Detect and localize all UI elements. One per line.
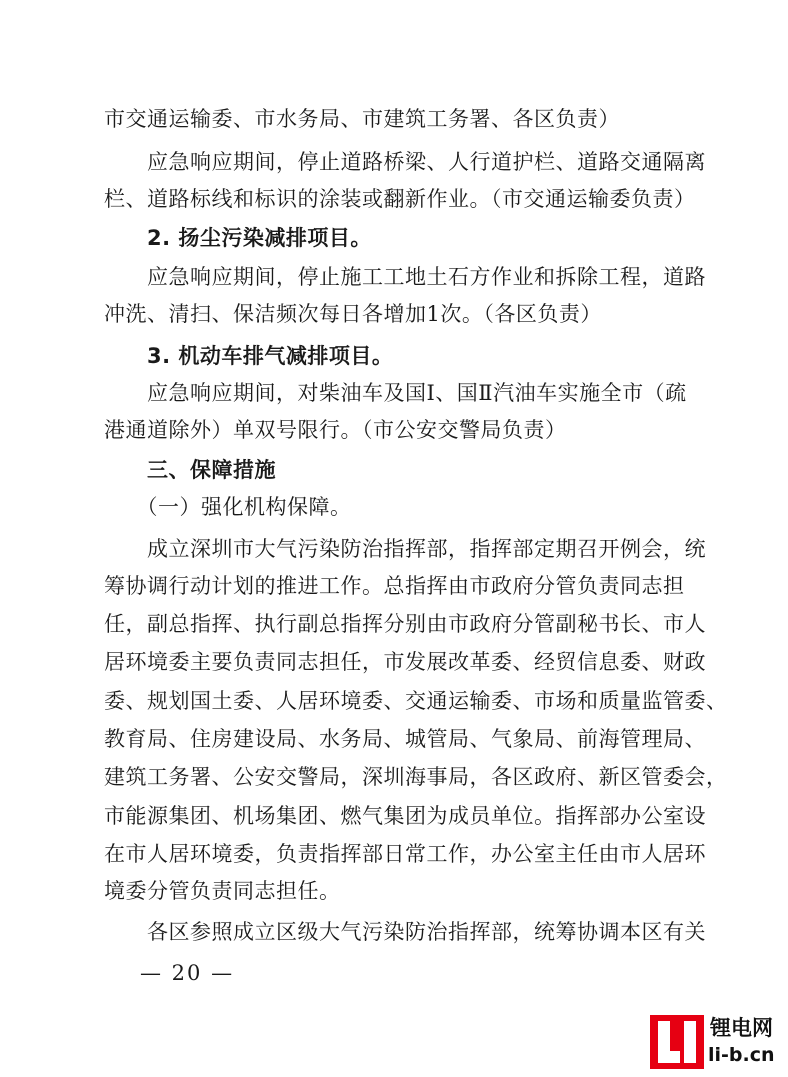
body-text-line: 建筑工务署、公安交警局，深圳海事局，各区政府、新区管委会， [104,765,728,789]
body-text-line: 市交通运输委、市水务局、市建筑工务署、各区负责） [104,107,620,131]
watermark-logo [650,1013,782,1071]
watermark-name-en: li-b.cn [708,1044,775,1066]
body-text-line: 应急响应期间，对柴油车及国Ⅰ、国Ⅱ汽油车实施全市（疏 [104,381,687,405]
page-number: — 20 — [140,961,235,985]
body-text-line: 市能源集团、机场集团、燃气集团为成员单位。指挥部办公室设 [104,804,706,828]
body-text-line: 港通道除外）单双号限行。（市公安交警局负责） [104,418,567,442]
section-subheading: 3. 机动车排气减排项目。 [104,344,394,368]
section-subheading: 2. 扬尘污染减排项目。 [104,226,372,250]
body-text-line: 应急响应期间，停止施工工地土石方作业和拆除工程，道路 [104,265,706,289]
body-text-line: 筹协调行动计划的推进工作。总指挥由市政府分管负责同志担 [104,574,685,598]
body-text-line: 栏、道路标线和标识的涂装或翻新作业。（市交通运输委负责） [104,187,696,211]
watermark-name-cn: 锂电网 [710,1016,773,1040]
body-text-line: 境委分管负责同志担任。 [104,879,341,903]
body-text-line: 任，副总指挥、执行副总指挥分别由市政府分管副秘书长、市人 [104,612,706,636]
body-text-line: 在市人居环境委，负责指挥部日常工作，办公室主任由市人居环 [104,842,706,866]
body-text-line: 冲洗、清扫、保洁频次每日各增加1次。（各区负责） [104,302,602,326]
subsection-heading: （一）强化机构保障。 [104,495,352,519]
body-text-line: 成立深圳市大气污染防治指挥部，指挥部定期召开例会，统 [104,537,706,561]
li-logo-icon [650,1015,704,1069]
section-heading: 三、保障措施 [104,458,276,482]
body-text-line: 居环境委主要负责同志担任，市发展改革委、经贸信息委、财政 [104,650,706,674]
body-text-line: 教育局、住房建设局、水务局、城管局、气象局、前海管理局、 [104,727,706,751]
body-text-line: 委、规划国土委、人居环境委、交通运输委、市场和质量监管委、 [104,689,728,713]
body-text-line: 应急响应期间，停止道路桥梁、人行道护栏、道路交通隔离 [104,150,706,174]
body-text-line: 各区参照成立区级大气污染防治指挥部，统筹协调本区有关 [104,920,706,944]
